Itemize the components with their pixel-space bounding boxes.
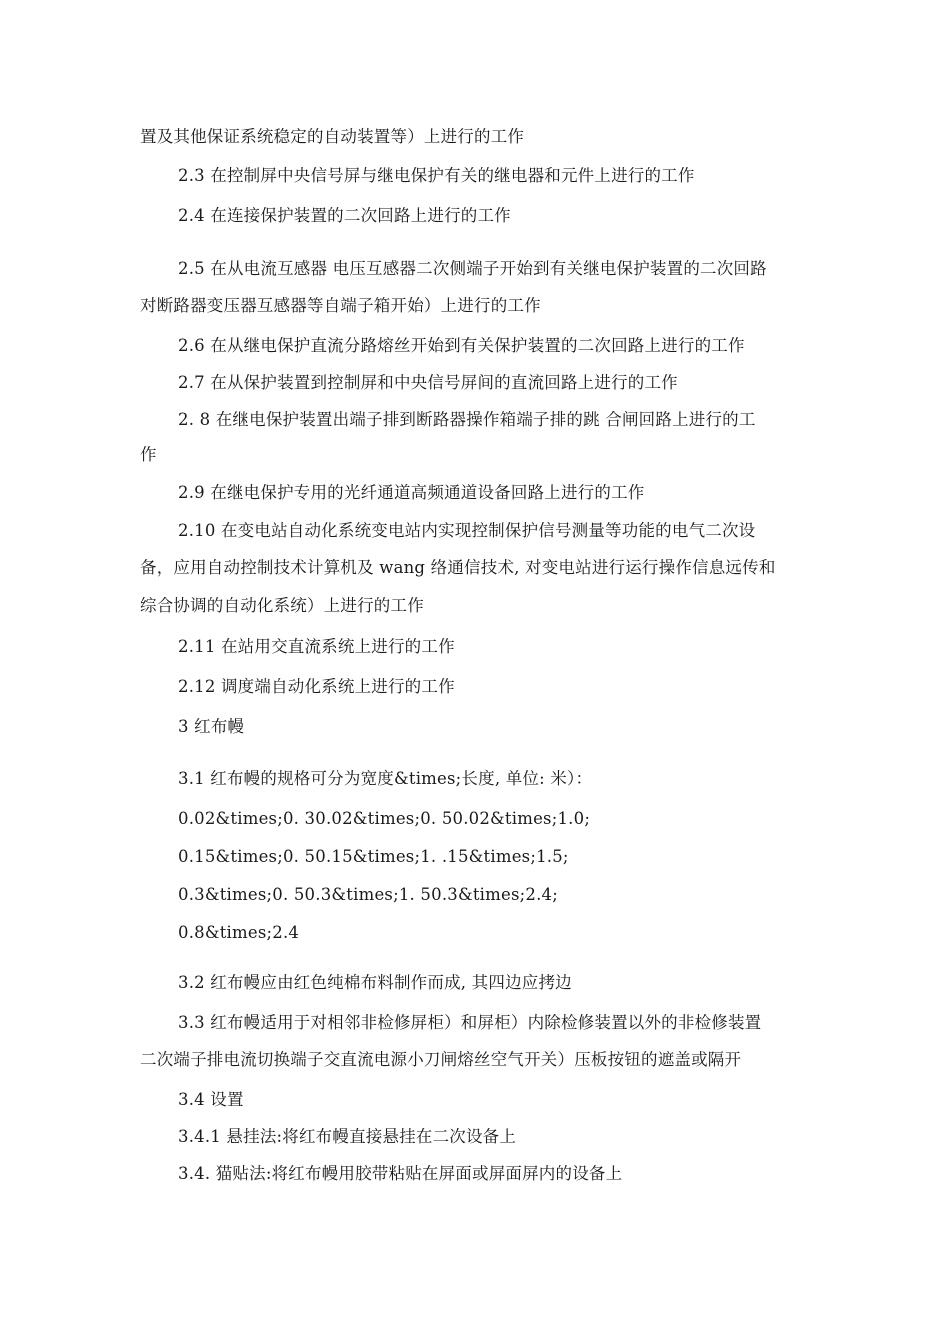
text-line: 2.10 在变电站自动化系统变电站内实现控制保护信号测量等功能的电气二次设 (178, 521, 756, 540)
text-line: 3.4.1 悬挂法:将红布幔直接悬挂在二次设备上 (178, 1127, 517, 1146)
text-line: 3.2 红布幔应由红色纯棉布料制作而成, 其四边应拷边 (178, 973, 572, 992)
text-line: 2.11 在站用交直流系统上进行的工作 (178, 637, 455, 656)
text-line: 0.02&times;0. 30.02&times;0. 50.02&times;1.0; (178, 809, 591, 828)
text-line: 二次端子排电流切换端子交直流电源小刀闸熔丝空气开关）压板按钮的遮盖或隔开 (140, 1050, 742, 1069)
text-line: 对断路器变压器互感器等自端子箱开始）上进行的工作 (140, 296, 541, 315)
text-line: 2.4 在连接保护装置的二次回路上进行的工作 (178, 206, 511, 225)
text-line: 综合协调的自动化系统）上进行的工作 (140, 596, 424, 615)
text-line: 作 (140, 445, 157, 464)
text-line: 3.4. 猫贴法:将红布幔用胶带粘贴在屏面或屏面屏内的设备上 (178, 1164, 623, 1183)
text-line: 3.1 红布幔的规格可分为宽度&times;长度, 单位: 米）： (178, 769, 593, 788)
text-line: 2.7 在从保护装置到控制屏和中央信号屏间的直流回路上进行的工作 (178, 373, 678, 392)
text-line: 2.3 在控制屏中央信号屏与继电保护有关的继电器和元件上进行的工作 (178, 166, 695, 185)
text-line: 2.9 在继电保护专用的光纤通道高频通道设备回路上进行的工作 (178, 483, 645, 502)
text-line: 2.6 在从继电保护直流分路熔丝开始到有关保护装置的二次回路上进行的工作 (178, 336, 745, 355)
text-line: 备，应用自动控制技术计算机及 wang 络通信技术, 对变电站进行运行操作信息远传和 (140, 558, 776, 577)
text-line: 3.4 设置 (178, 1090, 244, 1109)
text-line: 2.12 调度端自动化系统上进行的工作 (178, 677, 455, 696)
text-line: 置及其他保证系统稳定的自动装置等）上进行的工作 (140, 127, 525, 146)
text-line: 0.8&times;2.4 (178, 923, 300, 942)
text-line: 0.3&times;0. 50.3&times;1. 50.3&times;2.4; (178, 885, 558, 904)
text-line: 2. 8 在继电保护装置出端子排到断路器操作箱端子排的跳 合闸回路上进行的工 (178, 410, 756, 429)
text-line: 3.3 红布幔适用于对相邻非检修屏柜）和屏柜）内除检修装置以外的非检修装置 (178, 1013, 762, 1032)
text-line: 0.15&times;0. 50.15&times;1. .15&times;1.5; (178, 847, 569, 866)
text-line: 2.5 在从电流互感器 电压互感器二次侧端子开始到有关继电保护装置的二次回路 (178, 259, 767, 278)
section-heading: 3 红布幔 (178, 717, 245, 736)
